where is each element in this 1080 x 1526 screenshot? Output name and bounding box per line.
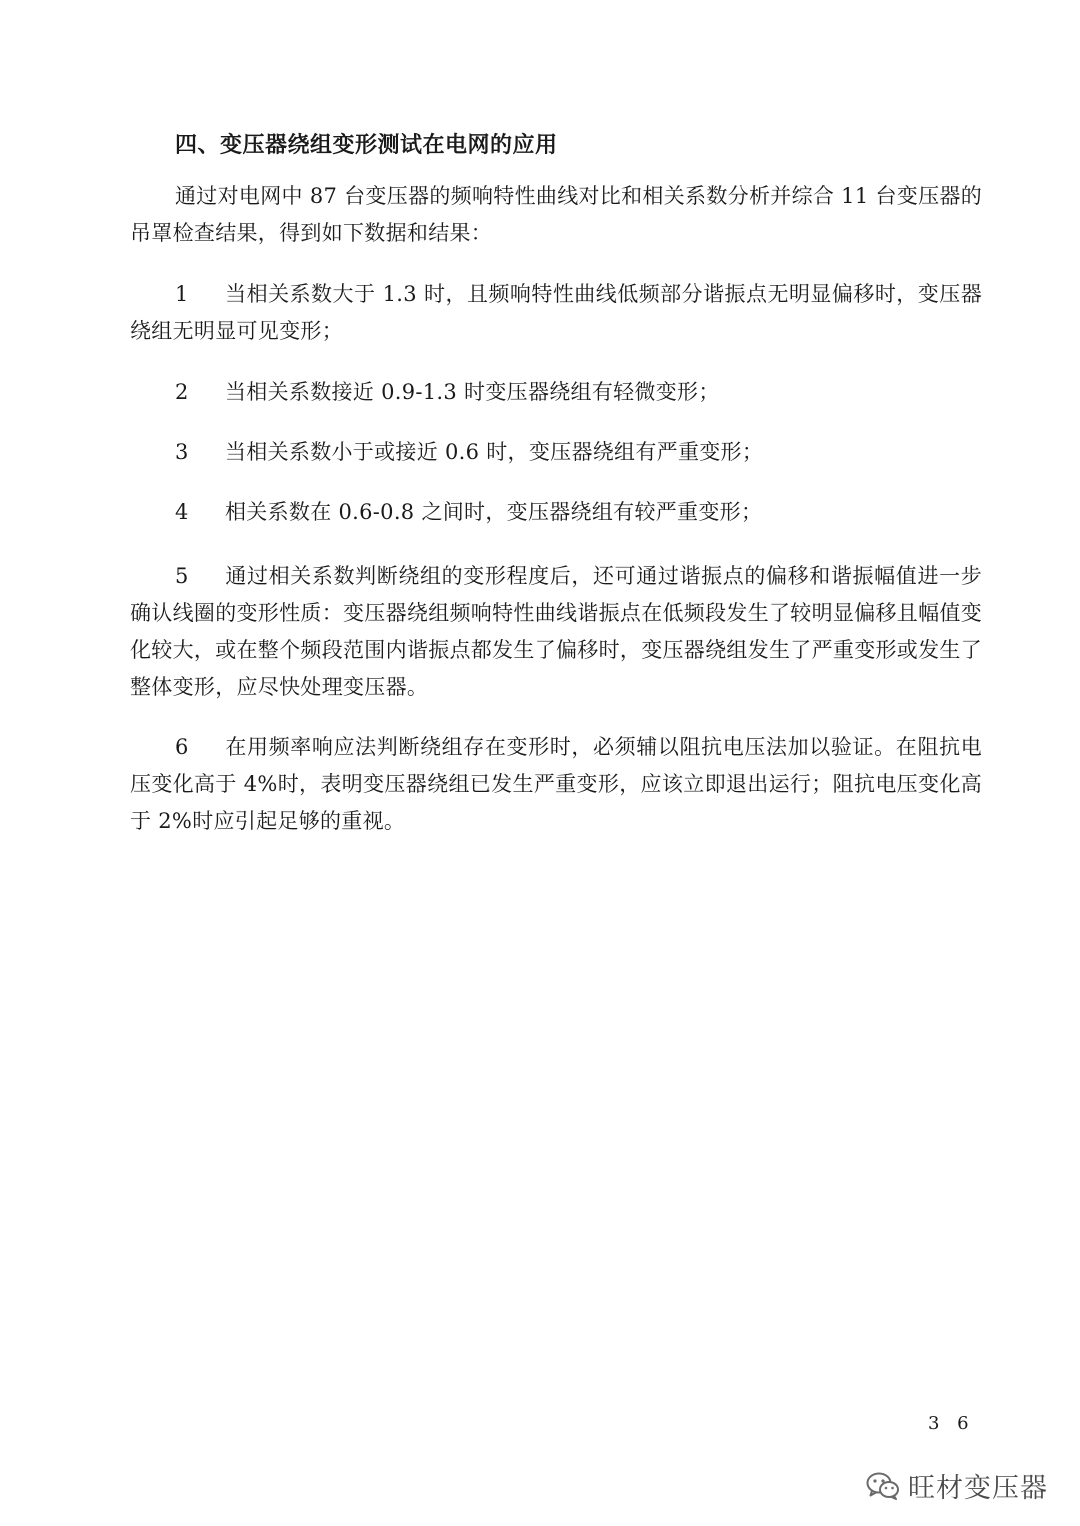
list-item-3 (130, 434, 982, 471)
item-text: 在用频率响应法判断绕组存在变形时，必须辅以阻抗电压法加以验证。在阻抗电压变化高于 4%时，表明变压器绕组已发生严重变形，应该立即退出运行；阻抗电压变化高于 2%时应引起足够的重视。 (130, 735, 982, 833)
item-text: 相关系数在 0.6-0.8 之间时，变压器绕组有较严重变形； (225, 500, 763, 524)
item-number: 3 (175, 440, 189, 464)
intro-paragraph: 通过对电网中 87 台变压器的频响特性曲线对比和相关系数分析并综合 11 台变压器的吊罩检查结果，得到如下数据和结果： (130, 184, 982, 245)
page-number: 3 6 (928, 1413, 975, 1434)
item-number: 5 (175, 564, 189, 588)
item-number: 2 (175, 380, 189, 404)
item-number: 6 (175, 735, 189, 759)
section-heading: 四、变压器绕组变形测试在电网的应用 (175, 133, 558, 158)
list-item-1 (130, 276, 982, 350)
list-item-5 (130, 558, 982, 706)
watermark (866, 1466, 1048, 1505)
item-text: 当相关系数小于或接近 0.6 时，变压器绕组有严重变形； (225, 440, 764, 464)
item-number: 1 (175, 282, 189, 306)
item-text: 当相关系数接近 0.9-1.3 时变压器绕组有轻微变形； (225, 380, 720, 404)
list-item-4 (130, 494, 982, 531)
watermark-label: 旺材变压器 (908, 1473, 1048, 1504)
list-item-2 (130, 374, 982, 411)
item-number: 4 (175, 500, 189, 524)
wechat-icon (866, 1472, 900, 1500)
list-item-6 (130, 729, 982, 840)
item-text: 当相关系数大于 1.3 时，且频响特性曲线低频部分谐振点无明显偏移时，变压器绕组无明显可见变形； (130, 282, 982, 343)
item-text: 通过相关系数判断绕组的变形程度后，还可通过谐振点的偏移和谐振幅值进一步确认线圈的变形性质：变压器绕组频响特性曲线谐振点在低频段发生了较明显偏移且幅值变化较大，或在整个频段范围内谐振点都发生了偏移时，变压器绕组发生了严重变形或发生了整体变形，应尽快处理变压器。 (130, 564, 982, 699)
